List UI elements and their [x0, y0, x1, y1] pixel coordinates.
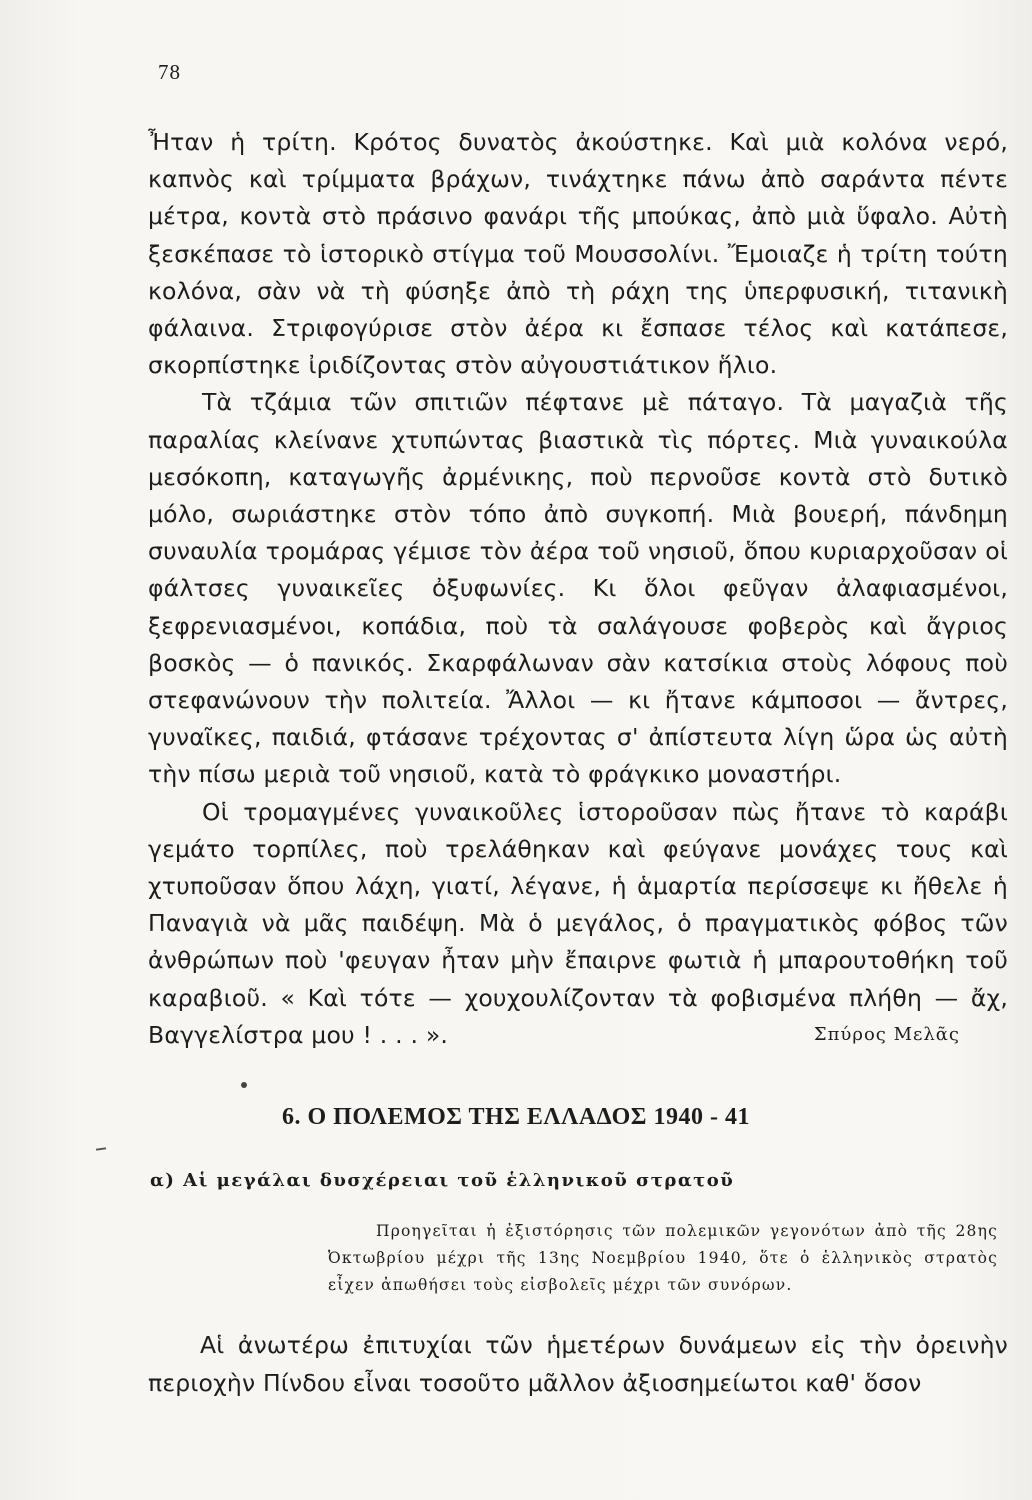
- paragraph-1: Ἦταν ἡ τρίτη. Κρότος δυνατὸς ἀκούστηκε. Καὶ μιὰ κολόνα νερό, καπνὸς καὶ τρίμματα βράχων, τινάχτηκε πάνω ἀπὸ σαράντα πέντε μέτρα, κοντὰ στὸ πράσινο φανάρι τῆς μπούκας, ἀπὸ μιὰ ὕφαλο. Αὐτὴ ξεσκέπασε τὸ ἱστορικὸ στίγμα τοῦ Μουσσολίνι. Ἔμοιαζε ἡ τρίτη τούτη κολόνα, σὰν νὰ τὴ φύσηξε ἀπὸ τὴ ράχη της ὑπερφυσική, τιτανικὴ φάλαινα. Στριφογύρισε στὸν ἀέρα κι ἔσπασε τέλος καὶ κατάπεσε, σκορπίστηκε ἰριδίζοντας στὸν αὐγουστιάτικον ἥλιο.: [148, 128, 1008, 380]
- ink-dot-mark: [241, 1082, 247, 1088]
- author-signature: Σπύρος Μελᾶς: [813, 1024, 960, 1045]
- margin-pencil-mark: [96, 1147, 106, 1150]
- paragraph-3: Οἱ τρομαγμένες γυναικοῦλες ἱστοροῦσαν πὼς ἤτανε τὸ καράβι γεμάτο τορπίλες, ποὺ τρελάθηκαν καὶ φεύγανε μονάχες τους καὶ χτυποῦσαν ὅπου λάχη, γιατί, λέγανε, ἡ ἁμαρτία περίσσεψε κι ἤθελε ἡ Παναγιὰ νὰ μᾶς παιδέψη. Μὰ ὁ μεγάλος, ὁ πραγματικὸς φόβος τῶν ἀνθρώπων ποὺ 'φευγαν ἦταν μὴν ἔπαιρνε φωτιὰ ἡ μπαρουτοθήκη τοῦ καραβιοῦ. « Καὶ τότε — χουχουλίζονταν τὰ φοβισμένα πλήθη — ἄχ, Βαγγελίστρα μου ! . . . ».: [148, 797, 1008, 1049]
- section-title: α) Αἱ μεγάλαι δυσχέρειαι τοῦ ἑλληνικοῦ στρατοῦ: [150, 1170, 735, 1191]
- story-excerpt: [148, 124, 1008, 1054]
- page-number: 78: [158, 60, 181, 84]
- section-body-start: Αἱ ἀνωτέρω ἐπιτυχίαι τῶν ἡμετέρων δυνάμεων εἰς τὴν ὀρεινὴν περιοχὴν Πίνδου εἶναι τοσοῦτο μᾶλλον ἀξιοσημείωτοι καθ' ὅσον: [148, 1331, 1008, 1397]
- paragraph-2: Τὰ τζάμια τῶν σπιτιῶν πέφτανε μὲ πάταγο. Τὰ μαγαζιὰ τῆς παραλίας κλείνανε χτυπώντας βιαστικὰ τὶς πόρτες. Μιὰ γυναικούλα μεσόκοπη, καταγωγῆς ἀρμένικης, ποὺ περνοῦσε κοντὰ στὸ δυτικὸ μόλο, σωριάστηκε στὸν τόπο ἀπὸ συγκοπή. Μιὰ βουερή, πάνδημη συναυλία τρομάρας γέμισε τὸν ἀέρα τοῦ νησιοῦ, ὅπου κυριαρχοῦσαν οἱ φάλτσες γυναικεῖες ὀξυφωνίες. Κι ὅλοι φεῦγαν ἀλαφιασμένοι, ξεφρενιασμένοι, κοπάδια, ποὺ τὰ σαλάγουσε φοβερὸς καὶ ἄγριος βοσκὸς — ὁ πανικός. Σκαρφάλωναν σὰν κατσίκια στοὺς λόφους ποὺ στεφανώνουν τὴν πολιτεία. Ἄλλοι — κι ἤτανε κάμποσοι — ἄντρες, γυναῖκες, παιδιά, φτάσανε τρέχοντας σ' ἀπίστευτα λίγη ὥρα ὡς αὐτὴ τὴν πίσω μεριὰ τοῦ νησιοῦ, κατὰ τὸ φράγκικο μοναστήρι.: [148, 388, 1008, 789]
- section-summary: Προηγεῖται ἡ ἐξιστόρησις τῶν πολεμικῶν γεγονότων ἀπὸ τῆς 28ης Ὀκτωβρίου μέχρι τῆς 13ης Νοεμβρίου 1940, ὅτε ὁ ἑλληνικὸς στρατὸς εἶχεν ἀπωθήσει τοὺς εἰσβολεῖς μέχρι τῶν συνόρων.: [328, 1222, 998, 1294]
- chapter-title: 6. Ο ΠΟΛΕΜΟΣ ΤΗΣ ΕΛΛΑΔΟΣ 1940 - 41: [282, 1104, 750, 1130]
